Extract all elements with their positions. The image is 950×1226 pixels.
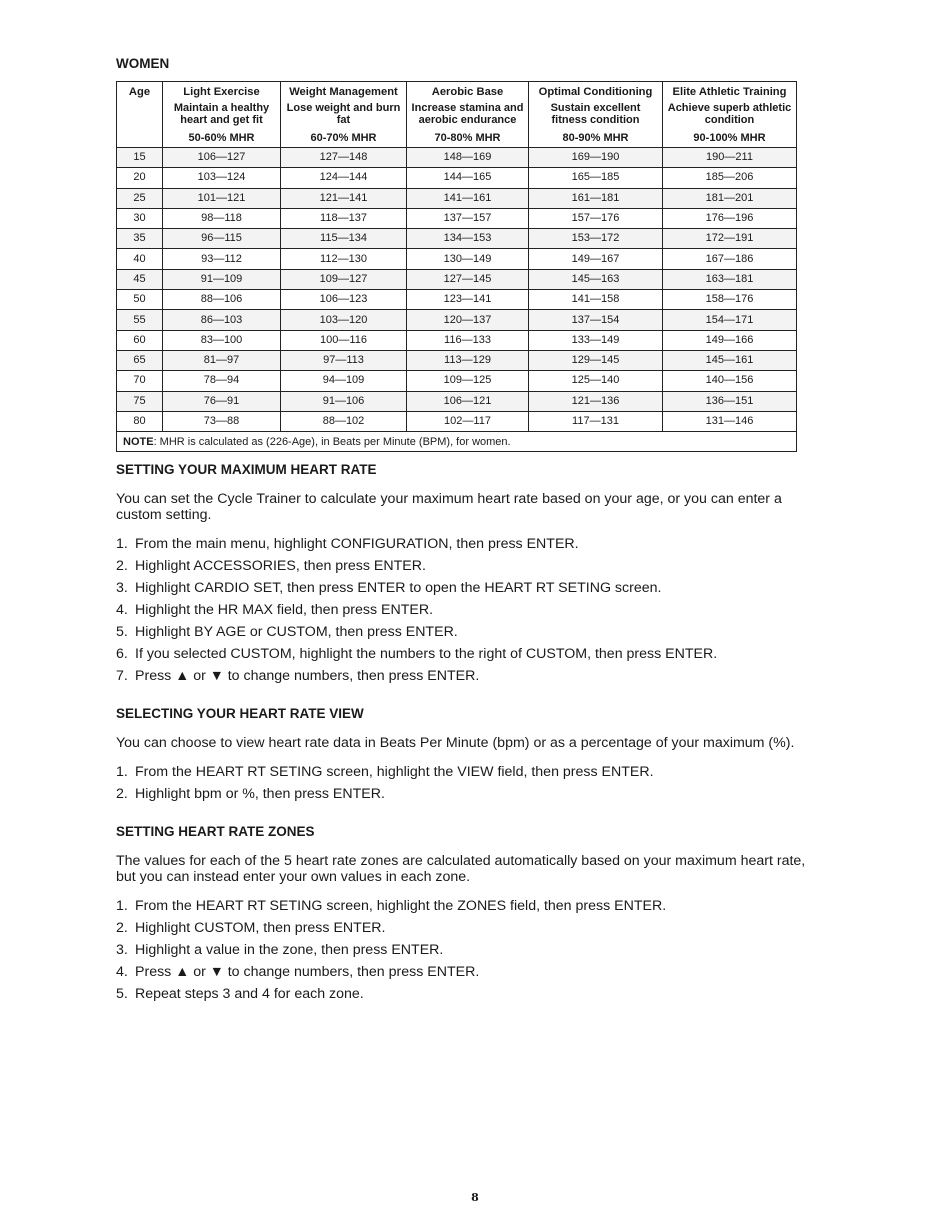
zone-range-cell: 106—127 bbox=[163, 148, 281, 168]
section bbox=[116, 462, 826, 684]
zone-range-cell: 106—123 bbox=[281, 290, 407, 310]
instruction-sections bbox=[116, 462, 826, 1002]
section bbox=[116, 824, 826, 1002]
zone-header: Light Exercise Maintain a healthy heart and get fit 50-60% MHR bbox=[163, 82, 281, 148]
zone-range-cell: 190—211 bbox=[663, 148, 797, 168]
zone-range-cell: 112—130 bbox=[281, 249, 407, 269]
list-item bbox=[116, 764, 826, 780]
table-note: NOTE: MHR is calculated as (226-Age), in Beats per Minute (BPM), for women. bbox=[117, 432, 797, 452]
zone-range-cell: 137—157 bbox=[407, 208, 529, 228]
age-cell: 50 bbox=[117, 290, 163, 310]
step-number: 2. bbox=[116, 786, 128, 803]
step-number: 3. bbox=[116, 580, 128, 597]
zone-range-cell: 106—121 bbox=[407, 391, 529, 411]
step-number: 5. bbox=[116, 986, 128, 1003]
zone-range-cell: 141—158 bbox=[529, 290, 663, 310]
zone-range-cell: 181—201 bbox=[663, 188, 797, 208]
zone-range-cell: 97—113 bbox=[281, 350, 407, 370]
step-number: 4. bbox=[116, 964, 128, 981]
age-header: Age bbox=[117, 82, 163, 148]
age-cell: 35 bbox=[117, 229, 163, 249]
table-row bbox=[117, 290, 797, 310]
steps-list bbox=[116, 536, 826, 684]
list-item bbox=[116, 986, 826, 1002]
step-text: From the HEART RT SETING screen, highlight the VIEW field, then press ENTER. bbox=[135, 764, 654, 781]
zone-range-cell: 169—190 bbox=[529, 148, 663, 168]
zone-range-cell: 76—91 bbox=[163, 391, 281, 411]
table-title: WOMEN bbox=[116, 56, 170, 71]
zone-range-cell: 91—109 bbox=[163, 269, 281, 289]
age-cell: 15 bbox=[117, 148, 163, 168]
list-item bbox=[116, 920, 826, 936]
step-text: Highlight ACCESSORIES, then press ENTER. bbox=[135, 558, 426, 575]
zone-range-cell: 88—102 bbox=[281, 411, 407, 431]
step-text: Highlight the HR MAX field, then press ENTER. bbox=[135, 602, 434, 619]
list-item bbox=[116, 786, 826, 802]
zone-range-cell: 103—120 bbox=[281, 310, 407, 330]
zone-range-cell: 172—191 bbox=[663, 229, 797, 249]
zone-range-cell: 117—131 bbox=[529, 411, 663, 431]
zone-range-cell: 176—196 bbox=[663, 208, 797, 228]
zone-range-cell: 136—151 bbox=[663, 391, 797, 411]
heart-rate-table bbox=[116, 81, 797, 452]
zone-range-cell: 149—167 bbox=[529, 249, 663, 269]
zone-range-cell: 127—148 bbox=[281, 148, 407, 168]
age-cell: 60 bbox=[117, 330, 163, 350]
zone-range-cell: 157—176 bbox=[529, 208, 663, 228]
table-row bbox=[117, 411, 797, 431]
age-cell: 30 bbox=[117, 208, 163, 228]
step-text: Highlight BY AGE or CUSTOM, then press ENTER. bbox=[135, 624, 458, 641]
age-cell: 25 bbox=[117, 188, 163, 208]
zone-range-cell: 148—169 bbox=[407, 148, 529, 168]
age-cell: 65 bbox=[117, 350, 163, 370]
zone-range-cell: 130—149 bbox=[407, 249, 529, 269]
zone-range-cell: 144—165 bbox=[407, 168, 529, 188]
zone-range-cell: 165—185 bbox=[529, 168, 663, 188]
page-number: 8 bbox=[471, 1191, 479, 1204]
list-item bbox=[116, 646, 826, 662]
table-header-row bbox=[117, 82, 797, 148]
zone-range-cell: 145—163 bbox=[529, 269, 663, 289]
zone-range-cell: 163—181 bbox=[663, 269, 797, 289]
step-number: 1. bbox=[116, 898, 128, 915]
step-text: Highlight bpm or %, then press ENTER. bbox=[135, 786, 385, 803]
zone-range-cell: 78—94 bbox=[163, 371, 281, 391]
table-row bbox=[117, 350, 797, 370]
zone-range-cell: 109—127 bbox=[281, 269, 407, 289]
zone-range-cell: 100—116 bbox=[281, 330, 407, 350]
step-number: 1. bbox=[116, 764, 128, 781]
zone-range-cell: 121—141 bbox=[281, 188, 407, 208]
list-item bbox=[116, 668, 826, 684]
zone-range-cell: 137—154 bbox=[529, 310, 663, 330]
page-content bbox=[116, 56, 826, 1008]
list-item bbox=[116, 602, 826, 618]
zone-header: Weight Management Lose weight and burn fat 60-70% MHR bbox=[281, 82, 407, 148]
zone-range-cell: 116—133 bbox=[407, 330, 529, 350]
zone-range-cell: 129—145 bbox=[529, 350, 663, 370]
table-row bbox=[117, 148, 797, 168]
table-row bbox=[117, 188, 797, 208]
table-row bbox=[117, 310, 797, 330]
section-intro: The values for each of the 5 heart rate zones are calculated automatically based on your maximum heart rate, but you can instead enter your own values in each zone. bbox=[116, 853, 806, 886]
zone-range-cell: 91—106 bbox=[281, 391, 407, 411]
zone-range-cell: 161—181 bbox=[529, 188, 663, 208]
list-item bbox=[116, 536, 826, 552]
table-row bbox=[117, 249, 797, 269]
table-note-row bbox=[117, 432, 797, 452]
zone-range-cell: 88—106 bbox=[163, 290, 281, 310]
zone-range-cell: 145—161 bbox=[663, 350, 797, 370]
zone-range-cell: 134—153 bbox=[407, 229, 529, 249]
step-text: Highlight CARDIO SET, then press ENTER to open the HEART RT SETING screen. bbox=[135, 580, 662, 597]
steps-list bbox=[116, 764, 826, 802]
age-cell: 45 bbox=[117, 269, 163, 289]
step-number: 2. bbox=[116, 920, 128, 937]
list-item bbox=[116, 898, 826, 914]
zone-range-cell: 98—118 bbox=[163, 208, 281, 228]
table-row bbox=[117, 168, 797, 188]
zone-range-cell: 96—115 bbox=[163, 229, 281, 249]
section-heading: SETTING HEART RATE ZONES bbox=[116, 824, 315, 840]
step-text: From the HEART RT SETING screen, highlight the ZONES field, then press ENTER. bbox=[135, 898, 667, 915]
list-item bbox=[116, 964, 826, 980]
table-row bbox=[117, 391, 797, 411]
age-cell: 80 bbox=[117, 411, 163, 431]
zone-range-cell: 102—117 bbox=[407, 411, 529, 431]
section-heading: SETTING YOUR MAXIMUM HEART RATE bbox=[116, 462, 377, 478]
section-intro: You can choose to view heart rate data in Beats Per Minute (bpm) or as a percentage of your maximum (%). bbox=[116, 735, 795, 752]
step-text: Highlight CUSTOM, then press ENTER. bbox=[135, 920, 386, 937]
table-row bbox=[117, 371, 797, 391]
zone-range-cell: 149—166 bbox=[663, 330, 797, 350]
zone-range-cell: 167—186 bbox=[663, 249, 797, 269]
step-number: 2. bbox=[116, 558, 128, 575]
zone-range-cell: 103—124 bbox=[163, 168, 281, 188]
step-text: Press ▲ or ▼ to change numbers, then press ENTER. bbox=[135, 964, 480, 981]
zone-range-cell: 120—137 bbox=[407, 310, 529, 330]
zone-range-cell: 125—140 bbox=[529, 371, 663, 391]
step-number: 7. bbox=[116, 668, 128, 685]
zone-range-cell: 115—134 bbox=[281, 229, 407, 249]
age-cell: 40 bbox=[117, 249, 163, 269]
table-row bbox=[117, 330, 797, 350]
zone-range-cell: 158—176 bbox=[663, 290, 797, 310]
section-intro: You can set the Cycle Trainer to calculate your maximum heart rate based on your age, or you can enter a custom setting. bbox=[116, 491, 782, 524]
age-cell: 55 bbox=[117, 310, 163, 330]
zone-range-cell: 83—100 bbox=[163, 330, 281, 350]
step-text: From the main menu, highlight CONFIGURATION, then press ENTER. bbox=[135, 536, 579, 553]
list-item bbox=[116, 580, 826, 596]
zone-range-cell: 93—112 bbox=[163, 249, 281, 269]
step-text: Repeat steps 3 and 4 for each zone. bbox=[135, 986, 364, 1003]
zone-range-cell: 101—121 bbox=[163, 188, 281, 208]
zone-header: Aerobic Base Increase stamina and aerobic endurance 70-80% MHR bbox=[407, 82, 529, 148]
zone-range-cell: 86—103 bbox=[163, 310, 281, 330]
step-number: 6. bbox=[116, 646, 128, 663]
zone-range-cell: 141—161 bbox=[407, 188, 529, 208]
zone-header: Optimal Conditioning Sustain excellent fitness condition 80-90% MHR bbox=[529, 82, 663, 148]
step-text: Highlight a value in the zone, then press ENTER. bbox=[135, 942, 444, 959]
table-row bbox=[117, 229, 797, 249]
age-cell: 75 bbox=[117, 391, 163, 411]
list-item bbox=[116, 942, 826, 958]
zone-range-cell: 121—136 bbox=[529, 391, 663, 411]
zone-range-cell: 123—141 bbox=[407, 290, 529, 310]
zone-range-cell: 153—172 bbox=[529, 229, 663, 249]
step-text: Press ▲ or ▼ to change numbers, then press ENTER. bbox=[135, 668, 480, 685]
list-item bbox=[116, 558, 826, 574]
zone-range-cell: 118—137 bbox=[281, 208, 407, 228]
list-item bbox=[116, 624, 826, 640]
step-number: 1. bbox=[116, 536, 128, 553]
step-number: 3. bbox=[116, 942, 128, 959]
zone-range-cell: 154—171 bbox=[663, 310, 797, 330]
step-number: 5. bbox=[116, 624, 128, 641]
step-number: 4. bbox=[116, 602, 128, 619]
age-cell: 20 bbox=[117, 168, 163, 188]
zone-range-cell: 124—144 bbox=[281, 168, 407, 188]
zone-range-cell: 81—97 bbox=[163, 350, 281, 370]
zone-header: Elite Athletic Training Achieve superb athletic condition 90-100% MHR bbox=[663, 82, 797, 148]
zone-range-cell: 73—88 bbox=[163, 411, 281, 431]
section bbox=[116, 706, 826, 802]
zone-range-cell: 133—149 bbox=[529, 330, 663, 350]
zone-range-cell: 131—146 bbox=[663, 411, 797, 431]
table-row bbox=[117, 208, 797, 228]
zone-range-cell: 140—156 bbox=[663, 371, 797, 391]
table-row bbox=[117, 269, 797, 289]
age-cell: 70 bbox=[117, 371, 163, 391]
zone-range-cell: 185—206 bbox=[663, 168, 797, 188]
zone-range-cell: 127—145 bbox=[407, 269, 529, 289]
zone-range-cell: 109—125 bbox=[407, 371, 529, 391]
step-text: If you selected CUSTOM, highlight the numbers to the right of CUSTOM, then press ENTER. bbox=[135, 646, 718, 663]
zone-range-cell: 113—129 bbox=[407, 350, 529, 370]
zone-range-cell: 94—109 bbox=[281, 371, 407, 391]
steps-list bbox=[116, 898, 826, 1002]
section-heading: SELECTING YOUR HEART RATE VIEW bbox=[116, 706, 364, 722]
